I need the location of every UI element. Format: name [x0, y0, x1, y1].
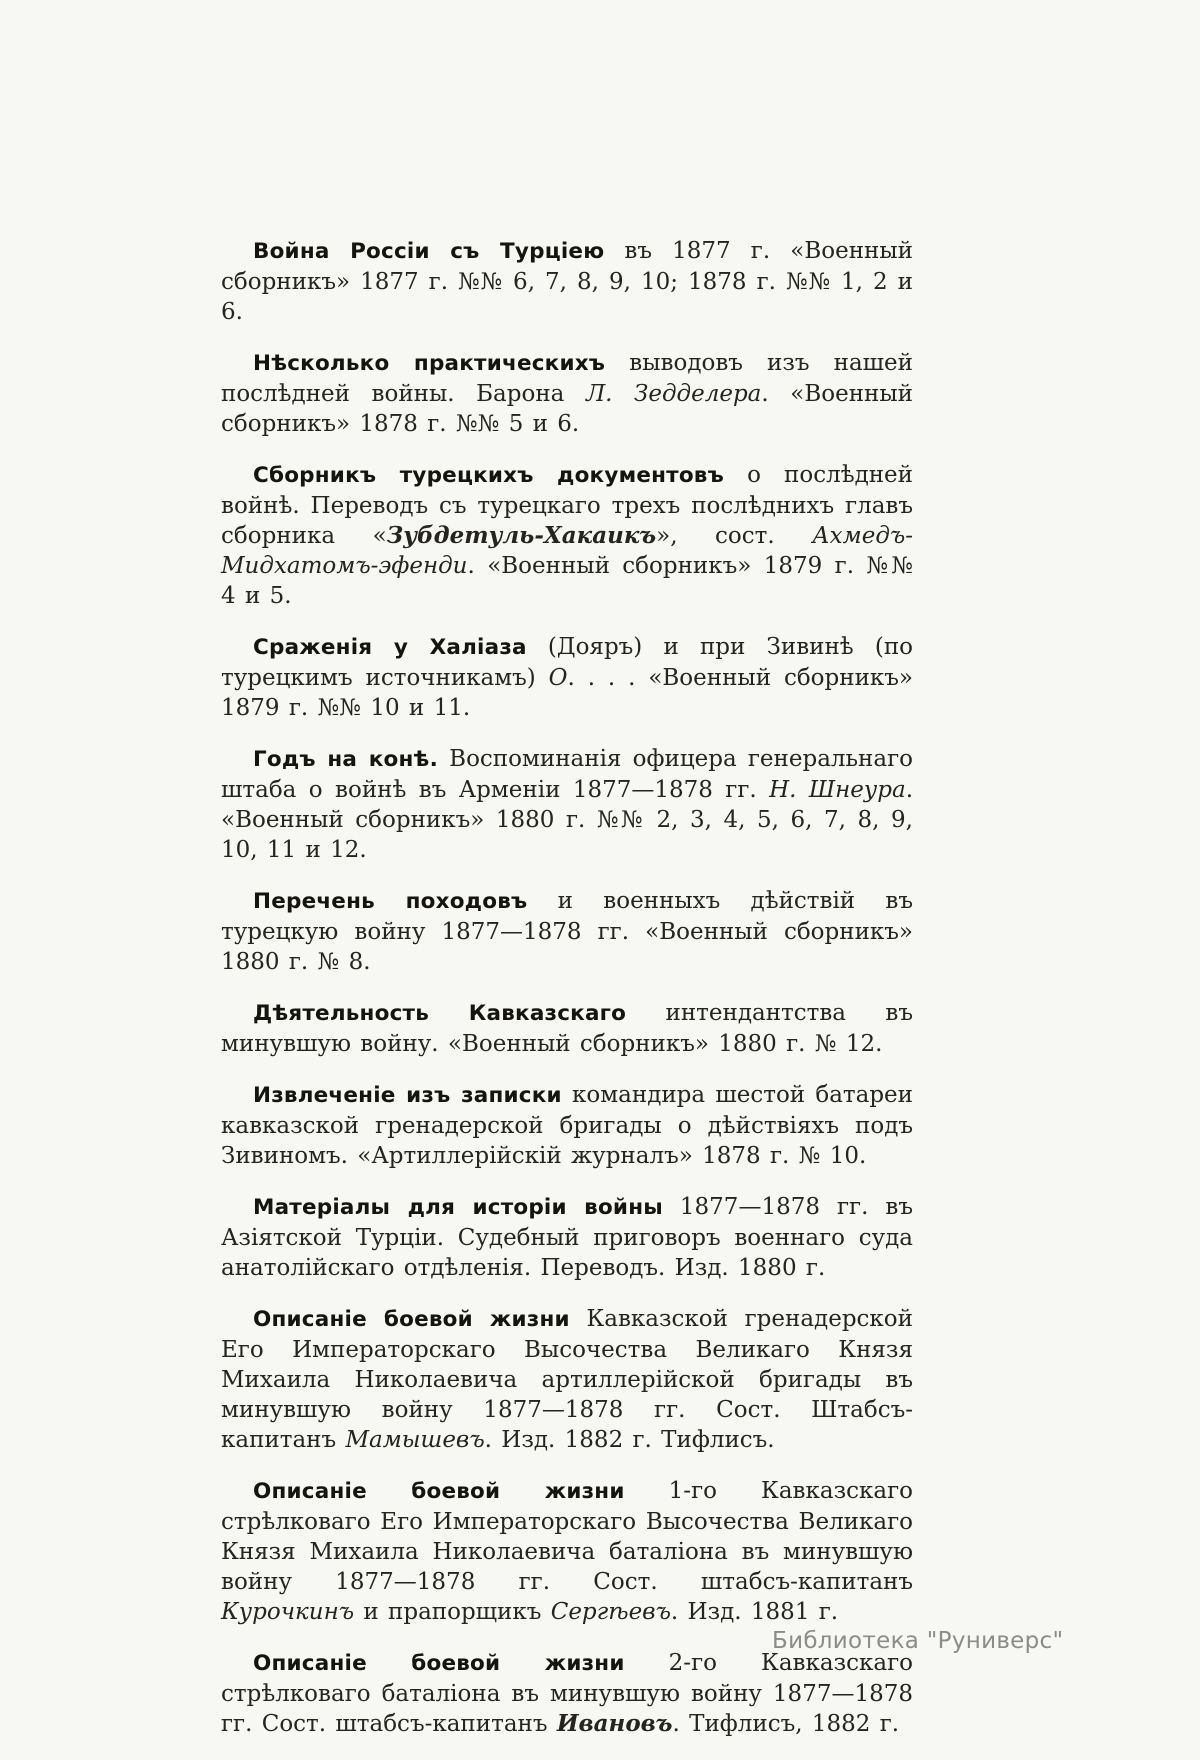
- entry-lead: Матеріалы для исторіи войны: [253, 1195, 663, 1220]
- entry-text: . «Военный сборникъ» 1878 г. №№ 5 и 6.: [221, 381, 913, 437]
- entry-lead: Описаніе боевой жизни: [253, 1651, 625, 1676]
- bibliography-entry: [221, 348, 913, 439]
- entry-text: Ивановъ: [556, 1710, 673, 1737]
- entry-text: Зубдетуль-Хакаикъ: [386, 522, 657, 549]
- entry-text: Воспоминанія офицера генеральнаго штаба о войнѣ въ Арменіи 1877—1878 гг.: [221, 746, 913, 803]
- entry-text: командира шестой батареи кавказской гренадерской бригады о дѣйствіяхъ подъ Зивиномъ. «Артиллерійскій журналъ» 1878 г. № 10.: [221, 1082, 914, 1169]
- bibliography-entry: [221, 1648, 913, 1739]
- entry-lead: Описаніе боевой жизни: [253, 1307, 570, 1332]
- entry-text: 2-го Кавказскаго стрѣлковаго баталіона въ минувшую войну 1877—1878 гг. Сост. штабсъ-капитанъ: [221, 1650, 913, 1737]
- entry-text: . Тифлисъ, 1882 г.: [672, 1711, 900, 1737]
- bibliography-entry: [221, 1304, 913, 1455]
- entry-text: », сост.: [656, 523, 813, 549]
- entry-lead: Сраженія у Халіаза: [253, 635, 527, 660]
- entry-text: Л. Зедделера: [585, 381, 762, 407]
- entry-text: и прапорщикъ: [354, 1599, 551, 1625]
- entry-text: . Изд. 1881 г.: [670, 1599, 839, 1625]
- bibliography-entry: [221, 1080, 913, 1171]
- entry-text: о послѣдней войнѣ. Переводъ съ турецкаго трехъ послѣднихъ главъ сборника «: [221, 462, 913, 549]
- entry-lead: Описаніе боевой жизни: [253, 1479, 625, 1504]
- entry-text: 1-го Кавказскаго стрѣлковаго Его Императорскаго Высочества Великаго Князя Михаила Николаевича баталіона въ минувшую войну 1877—1878 гг. Сост. штабсъ-капитанъ: [221, 1478, 913, 1595]
- entry-text: Курочкинъ: [221, 1599, 355, 1625]
- entry-text: 1877—1878 гг. въ Азіятской Турціи. Судебный приговоръ военнаго суда анатолійскаго отдѣленія. Переводъ. Изд. 1880 г.: [221, 1194, 913, 1281]
- bibliography-entry: [221, 744, 913, 865]
- entry-text: . . . . «Военный сборникъ» 1879 г. №№ 10 и 11.: [221, 665, 913, 721]
- entry-text: Н. Шнеура: [769, 777, 906, 803]
- bibliography-entry: [221, 886, 913, 977]
- entry-text: . «Военный сборникъ» 1880 г. №№ 2, 3, 4, 5, 6, 7, 8, 9, 10, 11 и 12.: [221, 777, 913, 863]
- entry-text: Мамышевъ: [345, 1427, 485, 1453]
- bibliography-entry: [221, 998, 913, 1059]
- entry-lead: Дѣятельность Кавказскаго: [253, 1001, 627, 1026]
- entry-text: (Дояръ) и при Зивинѣ (по турецкимъ источникамъ): [221, 634, 913, 691]
- entry-text: Кавказской гренадерской Его Императорскаго Высочества Великаго Князя Михаила Николаевича артиллерійской бригады въ минувшую войну 1877—1878 гг. Сост. Штабсъ-капитанъ: [221, 1306, 913, 1453]
- entry-lead: Сборникъ турецкихъ документовъ: [253, 463, 724, 488]
- entry-text: Сергѣевъ: [550, 1599, 671, 1625]
- entry-lead: Извлеченіе изъ записки: [253, 1083, 562, 1108]
- entry-lead: Война Россіи съ Турціею: [253, 239, 605, 264]
- entry-lead: Перечень походовъ: [253, 889, 528, 914]
- bibliography-entry: [221, 460, 913, 611]
- entry-text: интендантства въ минувшую войну. «Военный сборникъ» 1880 г. № 12.: [221, 1000, 913, 1057]
- entry-text: . «Военный сборникъ» 1879 г. №№ 4 и 5.: [221, 553, 913, 609]
- runivers-watermark: Библиотека "Руниверс": [772, 1628, 1064, 1654]
- entry-lead: Годъ на конѣ.: [253, 747, 438, 772]
- entry-text: . Изд. 1882 г. Тифлисъ.: [484, 1427, 775, 1453]
- entry-text: и военныхъ дѣйствій въ турецкую войну 1877—1878 гг. «Военный сборникъ» 1880 г. № 8.: [221, 888, 914, 975]
- entry-lead: Нѣсколько практическихъ: [253, 351, 606, 376]
- entry-text: О: [548, 665, 568, 691]
- bibliography-entry: [221, 632, 913, 723]
- entry-text: въ 1877 г. «Военный сборникъ» 1877 г. №№ 6, 7, 8, 9, 10; 1878 г. №№ 1, 2 и 6.: [221, 238, 913, 325]
- bibliography-entry: [221, 236, 913, 327]
- bibliography: [221, 236, 913, 1760]
- entry-text: выводовъ изъ нашей послѣдней войны. Барона: [221, 350, 913, 407]
- bibliography-entry: [221, 1476, 913, 1627]
- bibliography-entry: [221, 1192, 913, 1283]
- entry-text: Ахмедъ-Мидхатомъ-эфенди: [221, 523, 913, 579]
